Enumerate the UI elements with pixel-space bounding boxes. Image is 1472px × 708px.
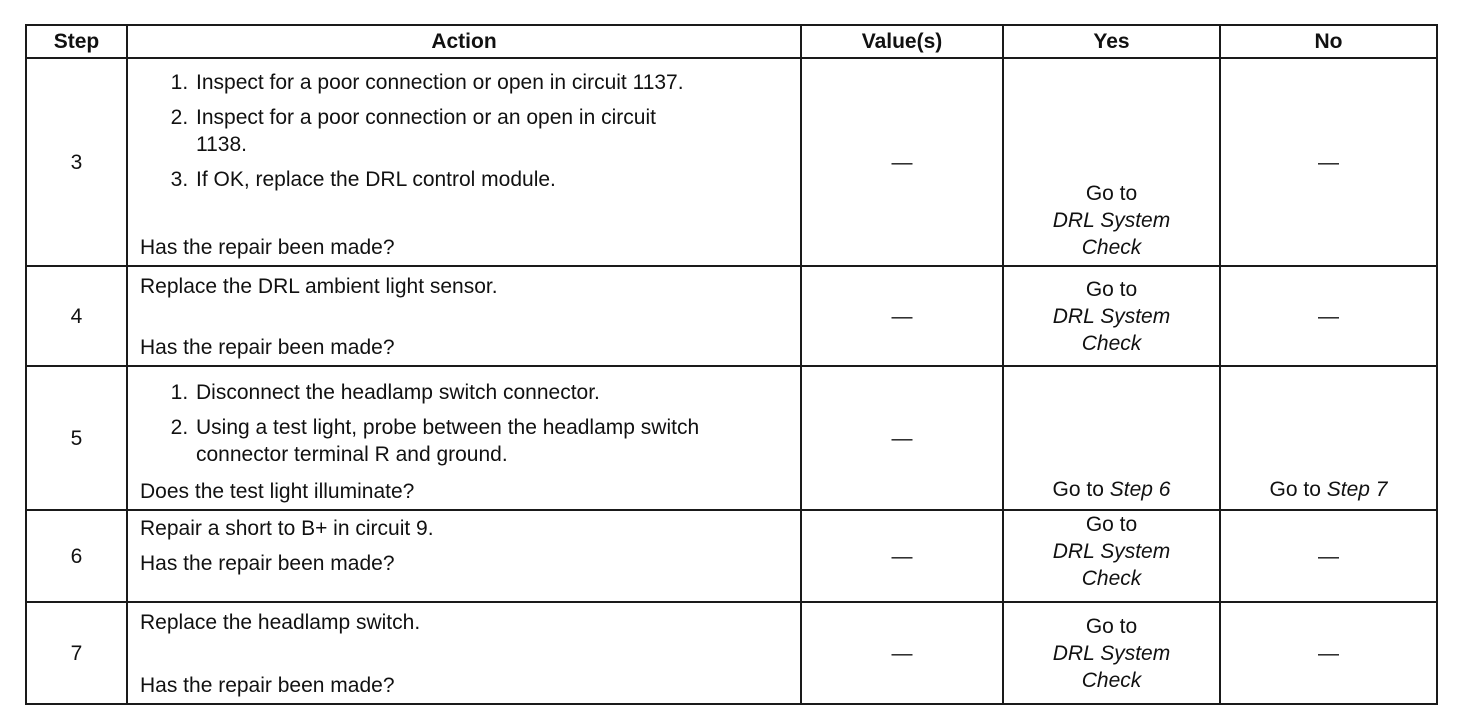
table-row: [26, 510, 1437, 602]
value-cell: —: [801, 366, 1003, 510]
no-cell: —: [1220, 266, 1437, 366]
header-yes: Yes: [1003, 25, 1220, 58]
header-values: Value(s): [801, 25, 1003, 58]
table-row: [26, 366, 1437, 510]
question-text: Has the repair been made?: [140, 336, 395, 359]
yes-cell: [1003, 510, 1220, 602]
instruction-item: 1. Disconnect the headlamp switch connector.: [194, 379, 788, 406]
yes-link-drl-system-check[interactable]: DRL System Check: [1052, 304, 1171, 355]
table-row: [26, 602, 1437, 704]
value-cell: —: [801, 58, 1003, 266]
instruction-list: [140, 69, 788, 201]
no-link-step-7[interactable]: Step 7: [1326, 478, 1388, 501]
action-cell: [127, 266, 801, 366]
instruction-text: Repair a short to B+ in circuit 9.: [140, 517, 434, 540]
instruction-item: 2. Inspect for a poor connection or an open in circuit 1138.: [194, 104, 788, 158]
instruction-text: Replace the DRL ambient light sensor.: [140, 275, 498, 298]
action-cell: [127, 58, 801, 266]
instruction-item: 1. Inspect for a poor connection or open in circuit 1137.: [194, 69, 788, 96]
instruction-item: 2. Using a test light, probe between the headlamp switch connector terminal R and ground.: [194, 414, 788, 468]
header-no: No: [1220, 25, 1437, 58]
yes-goto-text: Go to: [1085, 614, 1138, 638]
yes-cell: [1003, 602, 1220, 704]
header-action: Action: [127, 25, 801, 58]
no-cell: [1220, 366, 1437, 510]
question-text: Does the test light illuminate?: [140, 480, 415, 503]
yes-goto-text: Go to: [1085, 277, 1138, 301]
action-cell: [127, 602, 801, 704]
yes-cell: [1003, 266, 1220, 366]
value-cell: —: [801, 510, 1003, 602]
yes-goto-text: Go to: [1052, 478, 1104, 501]
no-cell: —: [1220, 58, 1437, 266]
question-text: Has the repair been made?: [140, 236, 395, 259]
yes-cell: [1003, 366, 1220, 510]
yes-link-step-6[interactable]: Step 6: [1109, 478, 1171, 501]
yes-link-drl-system-check[interactable]: DRL System Check: [1052, 209, 1171, 259]
step-number: 4: [26, 266, 127, 366]
diagnostic-table: [25, 24, 1438, 705]
yes-goto-text: Go to: [1085, 513, 1138, 536]
header-row: [26, 25, 1437, 58]
no-cell: —: [1220, 510, 1437, 602]
yes-cell: [1003, 58, 1220, 266]
step-number: 3: [26, 58, 127, 266]
table-row: [26, 58, 1437, 266]
yes-goto-text: Go to: [1085, 182, 1138, 205]
question-text: Has the repair been made?: [140, 674, 395, 697]
yes-link-drl-system-check[interactable]: DRL System Check: [1052, 641, 1171, 692]
step-number: 5: [26, 366, 127, 510]
step-number: 6: [26, 510, 127, 602]
question-text: Has the repair been made?: [140, 552, 395, 575]
no-goto-text: Go to: [1269, 478, 1321, 501]
instruction-item: 3. If OK, replace the DRL control module.: [194, 166, 788, 193]
action-cell: [127, 366, 801, 510]
value-cell: —: [801, 266, 1003, 366]
header-step: Step: [26, 25, 127, 58]
action-cell: [127, 510, 801, 602]
table-row: [26, 266, 1437, 366]
step-number: 7: [26, 602, 127, 704]
instruction-list: [140, 379, 788, 476]
instruction-text: Replace the headlamp switch.: [140, 611, 421, 634]
yes-link-drl-system-check[interactable]: DRL System Check: [1052, 540, 1171, 590]
value-cell: —: [801, 602, 1003, 704]
no-cell: —: [1220, 602, 1437, 704]
